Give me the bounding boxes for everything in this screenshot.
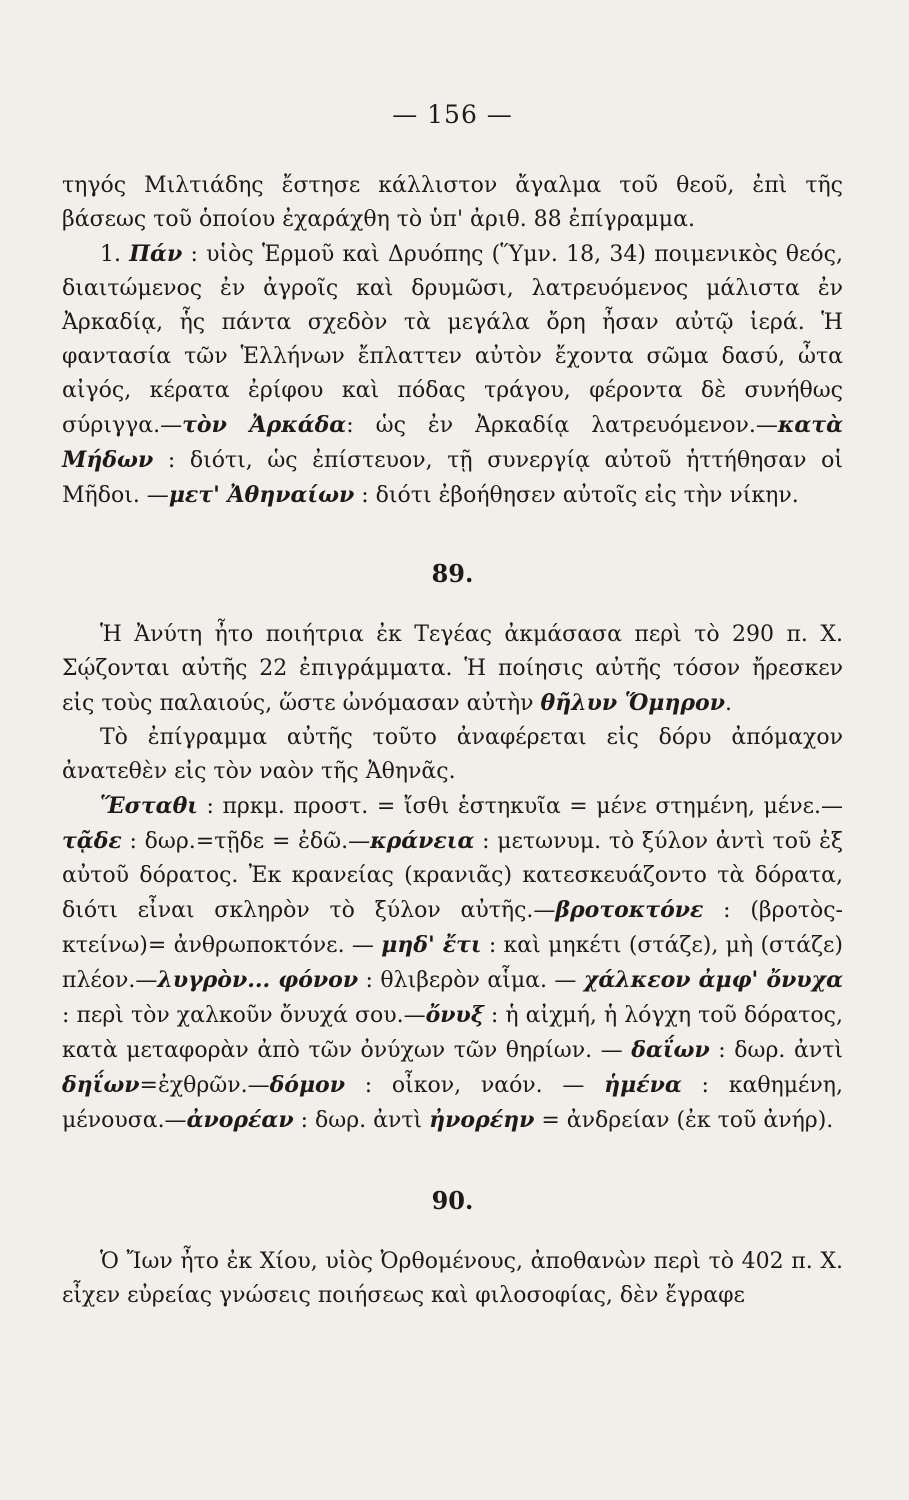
gloss-text: : πρκμ. προστ. = ἴσθι ἑστηκυῖα = μένε στημένη, μένε.— — [197, 794, 843, 819]
section-heading-89: 89. — [431, 559, 474, 588]
lemma: χάλκεον ἀμφ' ὄνυχα — [583, 967, 844, 993]
lemma: δόμον — [269, 1072, 345, 1098]
lemma: λυγρὸν... φόνον — [157, 967, 359, 993]
body-text: Ἡ Ἀνύτη ἦτο ποιήτρια ἐκ Τεγέας ἀκμάσασα περὶ τὸ 290 π. Χ. Σῴζονται αὐτῆς 22 ἐπιγράμματα. Ἡ ποίησις αὐτῆς τόσον ἤρεσκεν εἰς τοὺς παλαιούς, ὥστε ὠνόμασαν αὐτὴν — [62, 622, 843, 716]
lemma: ἠνορέην — [429, 1107, 535, 1133]
gloss-text: : δωρ. ἀντὶ — [709, 1038, 844, 1063]
lemma: Ἕσταθι — [100, 793, 198, 819]
page-number: — 156 — — [392, 100, 513, 129]
gloss-text: : δωρ. ἀντὶ — [293, 1108, 430, 1133]
gloss-text: : δωρ.=τῇδε = ἐδῶ.— — [121, 829, 371, 854]
gloss-text: : περὶ τὸν χαλκοῦν ὄνυχά σου.— — [62, 1003, 426, 1028]
lemma: δαΐων — [631, 1037, 710, 1063]
gloss-text: : υἱὸς Ἑρμοῦ καὶ Δρυόπης (Ὕμν. 18, 34) ποιμενικὸς θεός, διαιτώμενος ἐν ἀγροῖς καὶ δρυμῶσι, λατρευόμενος μάλιστα ἐν Ἀρκαδίᾳ, ἧς πάντα σχεδὸν τὰ μεγάλα ὄρη ἦσαν αὐτῷ ἱερά. Ἡ φαντασία τῶν Ἑλλήνων ἔπλαττεν αὐτὸν ἔχοντα σῶμα δασύ, ὦτα αἰγός, κέρατα ἐρίφου καὶ πόδας τράγου, φέροντα δὲ συνήθως σύριγγα.— — [62, 242, 843, 438]
gloss-text: =ἐχθρῶν.— — [139, 1073, 270, 1098]
section-heading-90: 90. — [431, 1186, 474, 1215]
gloss-text: : διότι, ὡς ἐπίστευον, τῇ συνεργίᾳ αὐτοῦ ἡττήθησαν οἱ Μῆδοι. — — [62, 448, 843, 508]
gloss-text: : θλιβερὸν αἷμα. — — [358, 968, 584, 993]
gloss-text: : οἶκον, ναόν. — — [344, 1073, 605, 1098]
lemma-met-athinaion: μετ' Ἀθηναίων — [168, 482, 355, 508]
lemma-pan: Πάν — [129, 241, 183, 267]
lemma-arkada: τὸν Ἀρκάδα — [182, 412, 347, 438]
gloss-text: : ἡ αἰχμή, ἡ λόγχη τοῦ δόρατος, κατὰ μεταφορὰν ἀπὸ τῶν ὀνύχων τῶν θηρίων. — — [62, 1003, 843, 1063]
lemma-kata-midon: κατὰ Μήδων — [62, 412, 844, 473]
lemma: ἡμένα — [604, 1072, 682, 1098]
gloss-text: : διότι ἐβοήθησεν αὐτοῖς εἰς τὴν νίκην. — [354, 483, 799, 508]
commentary-paragraph-88 — [62, 237, 843, 513]
gloss-text: : μετωνυμ. τὸ ξύλον ἀντὶ τοῦ ἐξ αὐτοῦ δόρατος. Ἐκ κρανείας (κρανιᾶς) κατεσκευάζοντο τὰ δόρατα, διότι εἶναι σκληρὸν τὸ ξύλον αὐτῆς.— — [62, 829, 844, 923]
gloss-text: : ὡς ἐν Ἀρκαδίᾳ λατρευόμενον.— — [346, 413, 778, 438]
note-number: 1. — [100, 242, 121, 267]
lemma: ἀνορέαν — [186, 1107, 294, 1133]
lemma: μηδ' ἔτι — [381, 932, 482, 958]
lemma: ὄνυξ — [425, 1002, 484, 1028]
section-90-intro: Ὁ Ἴων ἦτο ἐκ Χίου, υἱὸς Ὀρθομένους, ἀποθανὼν περὶ τὸ 402 π. Χ. εἶχεν εὐρείας γνώσεις ποιήσεως καὶ φιλοσοφίας, δὲν ἔγραφε — [62, 1249, 843, 1308]
gloss-text: : καθημένη, μένουσα.— — [62, 1073, 843, 1133]
section-89-glosses — [62, 789, 843, 1138]
lemma: δηΐων — [62, 1072, 140, 1098]
gloss-text: : (βροτὸς-κτείνω)= ἀνθρωποκτόνε. — — [62, 898, 843, 958]
lemma: κράνεια — [370, 828, 475, 854]
term-thilyn-omiron: θῆλυν Ὅμηρον — [540, 690, 725, 716]
body-text: . — [724, 691, 732, 716]
intro-paragraph: τηγός Μιλτιάδης ἔστησε κάλλιστον ἄγαλμα τοῦ θεοῦ, ἐπὶ τῆς βάσεως τοῦ ὁποίου ἐχαράχθη τὸ ὑπ' ἀριθ. 88 ἐπίγραμμα. — [62, 173, 843, 232]
gloss-text: = ἀνδρείαν (ἐκ τοῦ ἀνήρ). — [534, 1108, 834, 1133]
lemma: τᾷδε — [62, 828, 122, 854]
section-89-intro — [62, 618, 843, 721]
gloss-text: : καὶ μηκέτι (στάζε), μὴ (στάζε) πλέον.— — [62, 933, 843, 993]
lemma: βροτοκτόνε — [555, 897, 704, 923]
section-89-epigram-note: Τὸ ἐπίγραμμα αὐτῆς τοῦτο ἀναφέρεται εἰς δόρυ ἀπόμαχον ἀνατεθὲν εἰς τὸν ναὸν τῆς Ἀθηνᾶς. — [62, 725, 843, 784]
